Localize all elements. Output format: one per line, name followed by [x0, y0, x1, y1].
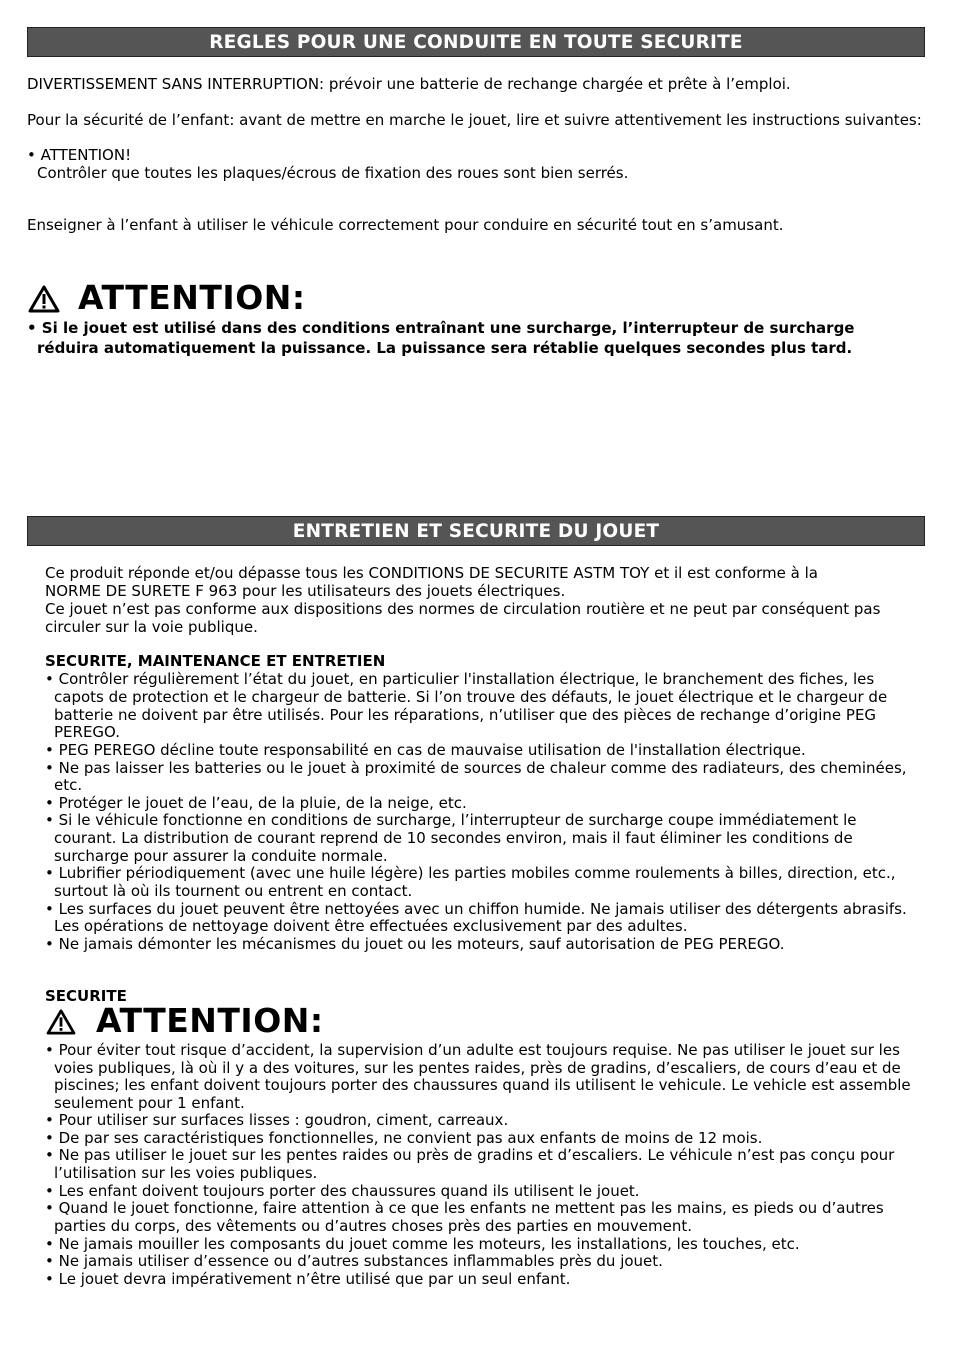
list-item: • Le jouet devra impérativement n’être utilisé que par un seul enfant.: [45, 1270, 571, 1288]
list-item: seulement pour 1 enfant.: [54, 1094, 245, 1112]
subsection-title-securite: SECURITE: [45, 987, 127, 1005]
list-item: l’utilisation sur les voies publiques.: [54, 1164, 318, 1182]
list-item: parties du corps, des vêtements ou d’autres choses près des parties en mouvement.: [54, 1217, 693, 1235]
list-item: PEREGO.: [54, 723, 121, 741]
paragraph-enseigner: Enseigner à l’enfant à utiliser le véhicule correctement pour conduire en sécurité tout en s’amusant.: [27, 216, 784, 234]
list-item: surtout là où ils tournent ou entrent en contact.: [54, 882, 413, 900]
list-item: • Pour utiliser sur surfaces lisses : goudron, ciment, carreaux.: [45, 1111, 509, 1129]
paragraph-securite-enfant: Pour la sécurité de l’enfant: avant de mettre en marche le jouet, lire et suivre attentivement les instructions suivantes:: [27, 111, 922, 129]
intro-line: Ce produit réponde et/ou dépasse tous les CONDITIONS DE SECURITE ASTM TOY et il est conforme à la: [45, 564, 818, 582]
list-item: • Les enfant doivent toujours porter des chaussures quand ils utilisent le jouet.: [45, 1182, 640, 1200]
list-item: piscines; les enfant doivent toujours porter des chaussures quand ils utilisent le vehicule. Le vehicle est assemble: [54, 1076, 911, 1094]
list-item: capots de protection et le chargeur de batterie. Si l’on trouve des défauts, le jouet électrique et le chargeur de: [54, 688, 888, 706]
list-item: surcharge pour assurer la conduite normale.: [54, 847, 388, 865]
warning-triangle-icon: [28, 285, 60, 313]
list-item: • Lubrifier périodiquement (avec une huile légère) les parties mobiles comme roulements à billes, direction, etc.,: [45, 864, 896, 882]
list-item: • Si le véhicule fonctionne en conditions de surcharge, l’interrupteur de surcharge coupe immédiatement le: [45, 811, 857, 829]
list-item: voies publiques, là où il y a des voitures, sur les pentes raides, près de gradins, d’escaliers, de cours d’eau et de: [54, 1059, 901, 1077]
warning-title-securite: ATTENTION:: [96, 1001, 324, 1040]
warning-title: ATTENTION:: [78, 278, 306, 317]
list-item: etc.: [54, 776, 83, 794]
warning-line-2: réduira automatiquement la puissance. La puissance sera rétablie quelques secondes plus tard.: [37, 339, 853, 357]
attention-text: Contrôler que toutes les plaques/écrous de fixation des roues sont bien serrés.: [37, 164, 629, 182]
list-item: • Protéger le jouet de l’eau, de la pluie, de la neige, etc.: [45, 794, 467, 812]
list-item: • Ne pas utiliser le jouet sur les pentes raides ou près de gradins et d’escaliers. Le véhicule n’est pas conçu pour: [45, 1146, 895, 1164]
list-item: • Ne jamais démonter les mécanismes du jouet ou les moteurs, sauf autorisation de PEG PEREGO.: [45, 935, 785, 953]
intro-line: Ce jouet n’est pas conforme aux dispositions des normes de circulation routière et ne peut par conséquent pas: [45, 600, 881, 618]
list-item: • Quand le jouet fonctionne, faire attention à ce que les enfants ne mettent pas les mains, es pieds ou d’autres: [45, 1199, 884, 1217]
list-item: batterie ne doivent par être utilisés. Pour les réparations, n’utiliser que des pièces de rechange d’origine PEG: [54, 706, 877, 724]
list-item: • Les surfaces du jouet peuvent être nettoyées avec un chiffon humide. Ne jamais utiliser des détergents abrasifs.: [45, 900, 907, 918]
intro-line: NORME DE SURETE F 963 pour les utilisateurs des jouets électriques.: [45, 582, 566, 600]
list-item: • Contrôler régulièrement l’état du jouet, en particulier l'installation électrique, le branchement des fiches, les: [45, 670, 875, 688]
list-item: • Ne pas laisser les batteries ou le jouet à proximité de sources de chaleur comme des radiateurs, des cheminées,: [45, 759, 907, 777]
list-item: • Pour éviter tout risque d’accident, la supervision d’un adulte est toujours requise. Ne pas utiliser le jouet sur les: [45, 1041, 900, 1059]
section-header-conduite: REGLES POUR UNE CONDUITE EN TOUTE SECURITE: [27, 27, 925, 57]
subsection-title-maintenance: SECURITE, MAINTENANCE ET ENTRETIEN: [45, 652, 386, 670]
paragraph-batterie: DIVERTISSEMENT SANS INTERRUPTION: prévoir une batterie de rechange chargée et prête à l’emploi.: [27, 75, 791, 93]
intro-line: circuler sur la voie publique.: [45, 618, 258, 636]
list-item: Les opérations de nettoyage doivent être effectuées exclusivement par des adultes.: [54, 917, 688, 935]
list-item: • Ne jamais mouiller les composants du jouet comme les moteurs, les installations, les touches, etc.: [45, 1235, 800, 1253]
section-header-entretien: ENTRETIEN ET SECURITE DU JOUET: [27, 516, 925, 546]
list-item: courant. La distribution de courant reprend de 10 secondes environ, mais il faut éliminer les conditions de: [54, 829, 853, 847]
attention-label: • ATTENTION!: [27, 146, 132, 164]
warning-triangle-icon: [46, 1009, 76, 1035]
list-item: • PEG PEREGO décline toute responsabilité en cas de mauvaise utilisation de l'installation électrique.: [45, 741, 806, 759]
warning-line-1: • Si le jouet est utilisé dans des conditions entraînant une surcharge, l’interrupteur de surcharge: [27, 319, 855, 337]
list-item: • Ne jamais utiliser d’essence ou d’autres substances inflammables près du jouet.: [45, 1252, 663, 1270]
list-item: • De par ses caractéristiques fonctionnelles, ne convient pas aux enfants de moins de 12 mois.: [45, 1129, 763, 1147]
